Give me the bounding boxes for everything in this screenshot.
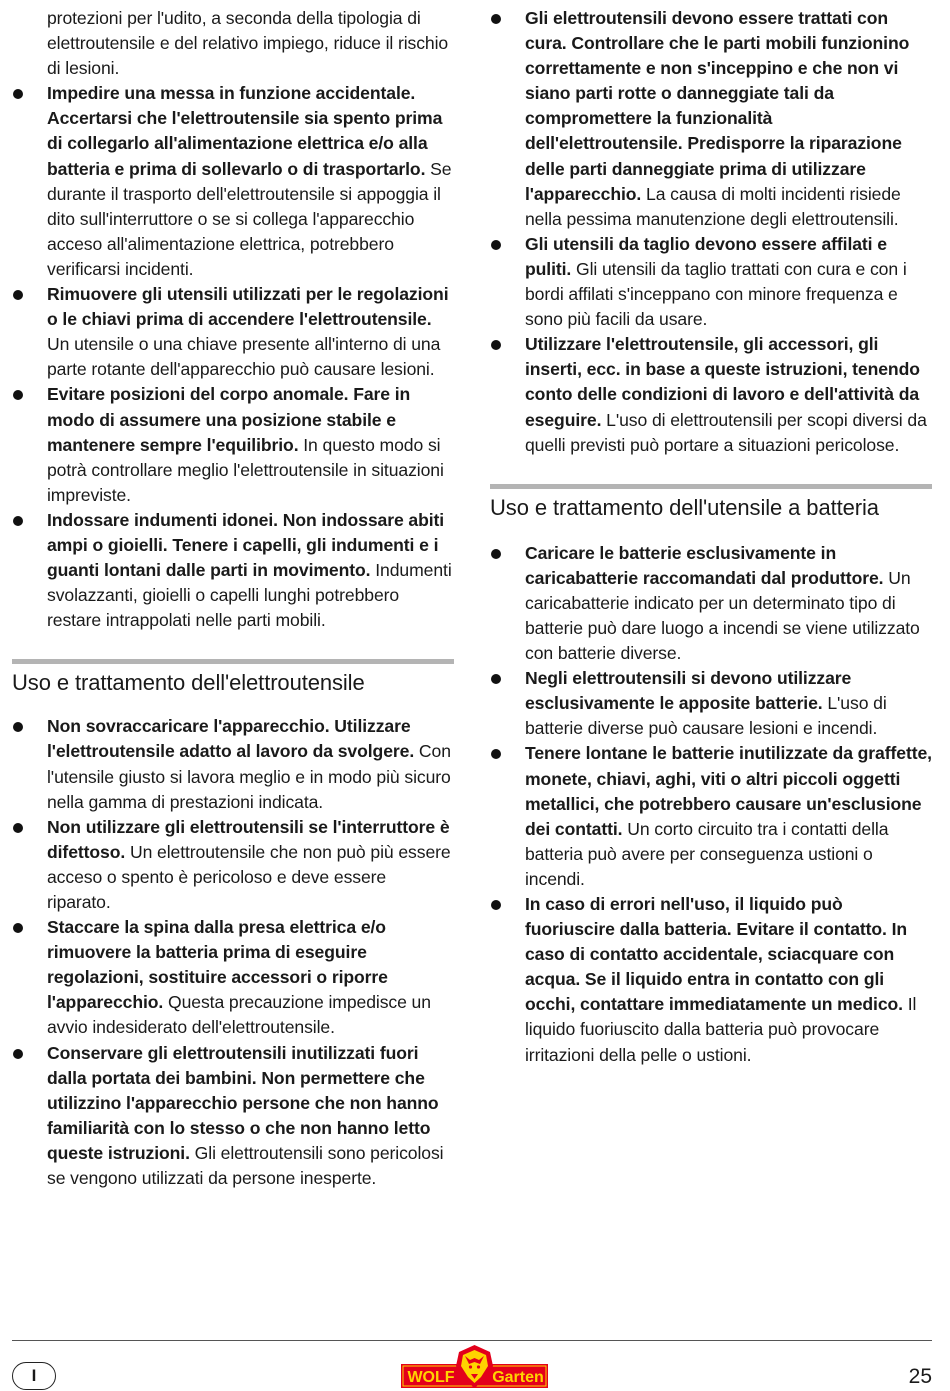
logo-text-right: Garten — [492, 1369, 544, 1386]
wolf-eye-left — [469, 1365, 472, 1368]
section-divider — [12, 659, 454, 664]
list-item — [12, 508, 454, 633]
item-text: Indumenti svolazzanti, gioielli o capelli lunghi potrebbero restare intrappolati nelle parti mobili. — [47, 560, 452, 631]
item-bold-text: Tenere lontane le batterie inutilizzate da graffette, monete, chiavi, aghi, viti o altri piccoli oggetti metallici, che potrebbero causare un'esclusione dei contatti. — [525, 743, 932, 839]
bullet-icon — [491, 749, 501, 759]
bullet-icon — [13, 390, 23, 400]
item-bold-text: Impedire una messa in funzione accidentale. Accertarsi che l'elettroutensile sia spento prima di collegarlo all'alimentazione elettrica e/o alla batteria e prima di sollevarlo o di trasportarlo. — [47, 83, 443, 179]
list-item — [490, 332, 932, 457]
item-text: L'uso di batterie diverse può causare lesioni e incendi. — [525, 693, 887, 739]
item-text: Con l'utensile giusto si lavora meglio e in modo più sicuro nella gamma di prestazioni indicata. — [47, 741, 451, 812]
item-bold-text: Gli elettroutensili devono essere trattati con cura. Controllare che le parti mobili funzionino correttamente e non s'inceppino e che non vi siano parti rotte o danneggiate tali da compromettere la funzionalità dell'elettroutensile. Predisporre la riparazione delle parti danneggiate prima di utilizzare l'apparecchio. — [525, 8, 910, 204]
item-text: L'uso di elettroutensili per scopi diversi da quelli previsti può portare a situazioni pericolose. — [525, 409, 927, 455]
list-item — [12, 815, 454, 915]
list-item — [490, 892, 932, 1068]
list-item — [490, 666, 932, 741]
wolf-eye-right — [477, 1365, 480, 1368]
language-badge: I — [12, 1362, 56, 1390]
list-item — [12, 714, 454, 814]
page-number: 25 — [908, 1365, 932, 1388]
bullet-icon — [13, 923, 23, 933]
bullet-icon — [13, 722, 23, 732]
list-item — [490, 232, 932, 332]
item-text: Se durante il trasporto dell'elettroutensile si appoggia il dito sull'interruttore o se si collega l'apparecchio acceso all'alimentazione elettrica, potrebbero verificarsi incidenti. — [47, 158, 452, 279]
item-bold-text: Utilizzare l'elettroutensile, gli accessori, gli inserti, ecc. in base a queste istruzioni, tenendo conto delle condizioni di lavoro e dell'attività da eseguire. — [525, 334, 920, 430]
continued-paragraph: protezioni per l'udito, a seconda della tipologia di elettroutensile e del relativo impiego, riduce il rischio di lesioni. — [47, 8, 449, 79]
section-bullet-list — [490, 541, 932, 1068]
left-column — [12, 6, 454, 1191]
bullet-icon — [491, 240, 501, 250]
section-power-tool-use — [12, 659, 454, 1191]
item-bold-text: Indossare indumenti idonei. Non indossare abiti ampi o gioielli. Tenere i capelli, gli indumenti e i guanti lontani dalle parti in movimento. — [47, 509, 445, 581]
right-column — [490, 6, 932, 1068]
left-bullet-list — [12, 81, 454, 633]
item-text: Un elettroutensile che non può più essere acceso o spento è pericoloso e deve essere riparato. — [47, 841, 451, 912]
item-text: La causa di molti incidenti risiede nella pessima manutenzione degli elettroutensili. — [525, 183, 901, 229]
list-item — [490, 741, 932, 892]
item-text: Un corto circuito tra i contatti della batteria può avere per conseguenza ustioni o incendi. — [525, 818, 889, 889]
bullet-icon — [13, 89, 23, 99]
list-item — [490, 6, 932, 232]
logo-text-left: WOLF — [407, 1369, 455, 1386]
list-item — [490, 541, 932, 666]
item-bold-text: Non sovraccaricare l'apparecchio. Utilizzare l'elettroutensile adatto al lavoro da svolgere. — [47, 716, 415, 762]
item-bold-text: In caso di errori nell'uso, il liquido può fuoriuscire dalla batteria. Evitare il contatto. In caso di contatto accidentale, sciacquare con acqua. Se il liquido entra in contatto con gli occhi, contattare immediatamente un medico. — [525, 894, 908, 1015]
section-battery-tool-use — [490, 484, 932, 1068]
bullet-icon — [491, 549, 501, 559]
list-item — [12, 1041, 454, 1192]
wolf-garten-logo — [401, 1344, 548, 1390]
item-text: Un utensile o una chiave presente all'interno di una parte rotante dell'apparecchio può causare lesioni. — [47, 334, 441, 380]
item-bold-text: Rimuovere gli utensili utilizzati per le regolazioni o le chiavi prima di accendere l'elettroutensile. — [47, 284, 449, 330]
list-item — [12, 282, 454, 382]
bullet-icon — [491, 340, 501, 350]
item-text: In questo modo si potrà controllare meglio l'elettroutensile in situazioni impreviste. — [47, 434, 444, 505]
list-item — [12, 382, 454, 507]
list-item — [12, 915, 454, 1040]
bullet-icon — [491, 674, 501, 684]
bullet-icon — [13, 1049, 23, 1059]
item-text: Il liquido fuoriuscito dalla batteria può provocare irritazioni della pelle o ustioni. — [525, 994, 917, 1065]
section-heading: Uso e trattamento dell'utensile a batteria — [490, 494, 879, 520]
item-bold-text: Conservare gli elettroutensili inutilizzati fuori dalla portata dei bambini. Non permettere che utilizzino l'apparecchio persone che non hanno familiarità con lo stesso o che non hanno letto queste istruzioni. — [47, 1042, 439, 1163]
bullet-icon — [491, 900, 501, 910]
item-bold-text: Non utilizzare gli elettroutensili se l'interruttore è difettoso. — [47, 816, 450, 862]
right-bullet-list — [490, 6, 932, 458]
section-heading: Uso e trattamento dell'elettroutensile — [12, 670, 365, 696]
bullet-icon — [13, 823, 23, 833]
bullet-icon — [13, 516, 23, 526]
footer-divider — [12, 1340, 932, 1341]
item-bold-text: Staccare la spina dalla presa elettrica e/o rimuovere la batteria prima di eseguire regolazioni, sostituire accessori o riporre l'apparecchio. — [47, 917, 388, 1013]
bullet-icon — [13, 290, 23, 300]
bullet-icon — [491, 14, 501, 24]
item-text: Un caricabatterie indicato per un determinato tipo di batterie può dare luogo a incendi se viene utilizzato con batterie diverse. — [525, 567, 920, 664]
item-text: Gli elettroutensili sono pericolosi se vengono utilizzati da persone inesperte. — [47, 1142, 444, 1189]
item-bold-text: Negli elettroutensili si devono utilizzare esclusivamente le apposite batterie. — [525, 668, 852, 714]
list-item — [12, 81, 454, 282]
section-divider — [490, 484, 932, 489]
item-text: Questa precauzione impedisce un avvio indesiderato dell'elettroutensile. — [47, 992, 431, 1038]
item-bold-text: Evitare posizioni del corpo anomale. Fare in modo di assumere una posizione stabile e mantenere sempre l'equilibrio. — [47, 384, 411, 455]
section-bullet-list — [12, 714, 454, 1191]
item-bold-text: Caricare le batterie esclusivamente in caricabatterie raccomandati dal produttore. — [525, 542, 884, 588]
item-bold-text: Gli utensili da taglio devono essere affilati e puliti. — [525, 233, 887, 279]
item-text: Gli utensili da taglio trattati con cura e con i bordi affilati s'inceppano con minore frequenza e sono più facili da usare. — [525, 258, 907, 330]
